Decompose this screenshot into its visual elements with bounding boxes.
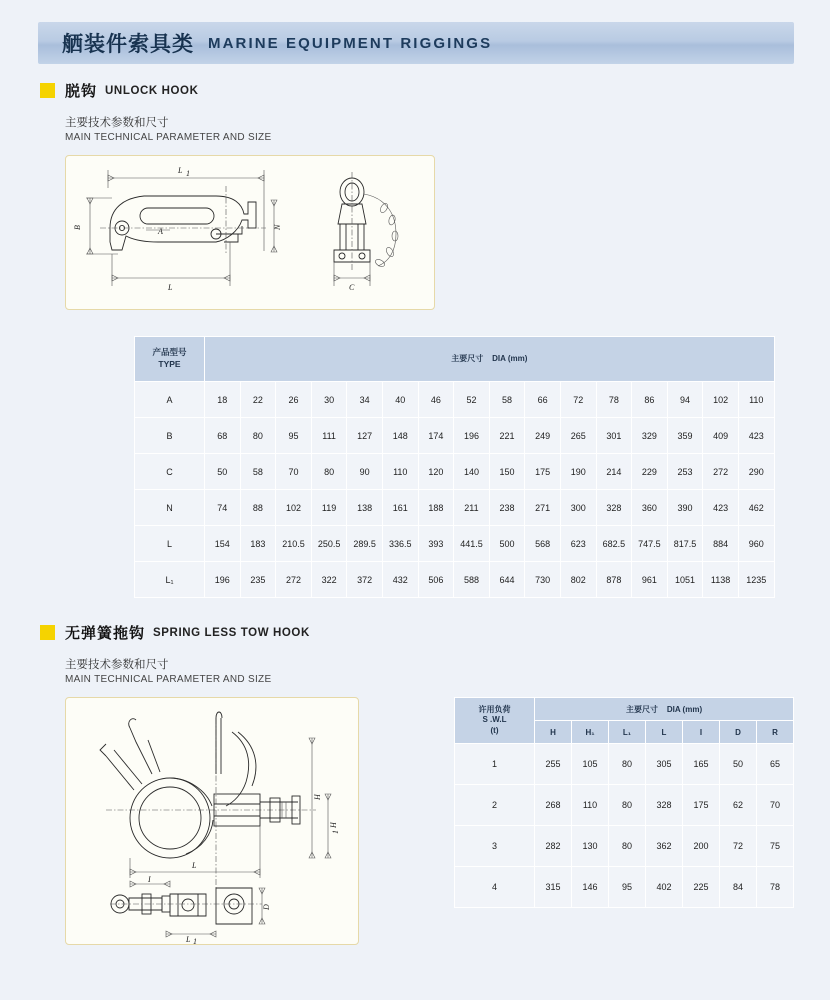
svg-text:L: L: [168, 283, 173, 293]
table2-cell: 80: [609, 785, 646, 826]
table2-header-swl-cn: 许用负荷: [478, 704, 511, 714]
table1-cell: 183: [240, 526, 276, 562]
page-content: [38, 22, 794, 980]
section1-params-en: MAIN TECHNICAL PARAMETER AND SIZE: [65, 131, 272, 143]
table1-cell: 500: [489, 526, 525, 562]
unlock-hook-diagram-icon: [66, 156, 434, 309]
table2-column-header: D: [720, 721, 757, 744]
table1-cell: 102: [276, 490, 312, 526]
table1-cell: 588: [454, 562, 490, 598]
table-row: [455, 826, 794, 867]
table1-cell: 174: [418, 418, 454, 454]
table2-cell: 328: [646, 785, 683, 826]
table2-cell: 70: [757, 785, 794, 826]
table1-row-label: A: [135, 382, 205, 418]
table1-cell: 506: [418, 562, 454, 598]
table2-cell: 80: [609, 826, 646, 867]
page-header-banner: [38, 22, 794, 64]
table-row: [455, 785, 794, 826]
table-row: [135, 337, 775, 382]
table1-cell: 66: [525, 382, 561, 418]
table1-cell: 249: [525, 418, 561, 454]
section2-body: [38, 697, 794, 957]
table2-head: [455, 698, 794, 744]
table1-cell: 265: [560, 418, 596, 454]
table1-cell: 80: [311, 454, 347, 490]
svg-text:H: H: [313, 794, 322, 801]
svg-text:1: 1: [193, 937, 197, 945]
table1-cell: 119: [311, 490, 347, 526]
section1-title-cn: 脱钩: [65, 82, 98, 100]
section-title-spring-less-tow-hook: [40, 622, 794, 643]
table1-cell: 30: [311, 382, 347, 418]
table1-cell: 46: [418, 382, 454, 418]
table2-cell: 282: [535, 826, 572, 867]
table2-swl-cell: 1: [455, 744, 535, 785]
table2-swl-cell: 3: [455, 826, 535, 867]
table1-cell: 175: [525, 454, 561, 490]
table2-cell: 268: [535, 785, 572, 826]
table1-cell: 271: [525, 490, 561, 526]
table-row: [135, 382, 775, 418]
table1-row-label: L: [135, 526, 205, 562]
table2-header-swl-en: S .W.L: [482, 715, 507, 725]
table-row: [455, 698, 794, 721]
table1-cell: 90: [347, 454, 383, 490]
table1-cell: 409: [703, 418, 739, 454]
table2-header-dim: [535, 698, 794, 721]
table1-cell: 120: [418, 454, 454, 490]
table1-cell: 568: [525, 526, 561, 562]
table1-cell: 961: [632, 562, 668, 598]
table1-cell: 390: [667, 490, 703, 526]
table2-column-header: H: [535, 721, 572, 744]
table1-cell: 214: [596, 454, 632, 490]
svg-text:N: N: [273, 224, 282, 231]
table1-cell: 26: [276, 382, 312, 418]
table2-cell: 402: [646, 867, 683, 908]
svg-text:A: A: [158, 227, 163, 237]
svg-text:L: L: [178, 166, 183, 176]
table1-cell: 94: [667, 382, 703, 418]
table2-cell: 65: [757, 744, 794, 785]
banner-title-cn: 舾装件索具类: [62, 32, 194, 56]
table1-cell: 111: [311, 418, 347, 454]
table1-header-dim-en: DIA (mm): [492, 353, 528, 363]
table2-cell: 175: [683, 785, 720, 826]
table1-cell: 86: [632, 382, 668, 418]
table1-cell: 300: [560, 490, 596, 526]
unlock-hook-drawing: [65, 155, 435, 310]
square-marker-icon: [40, 83, 55, 98]
section2-drawing-wrap: [38, 697, 359, 945]
table1-cell: 210.5: [276, 526, 312, 562]
table1-cell: 253: [667, 454, 703, 490]
table1-header-type-cn: 产品型号: [152, 347, 187, 358]
unlock-hook-table: [134, 336, 775, 598]
table1-cell: 22: [240, 382, 276, 418]
table1-body: [135, 382, 775, 598]
table2-cell: 255: [535, 744, 572, 785]
table1-cell: 644: [489, 562, 525, 598]
table2-cell: 130: [572, 826, 609, 867]
table1-cell: 34: [347, 382, 383, 418]
table1-cell: 161: [382, 490, 418, 526]
table-row: [135, 418, 775, 454]
table1-cell: 110: [738, 382, 774, 418]
section1-params-cn: 主要技术参数和尺寸: [65, 115, 169, 129]
table1-cell: 730: [525, 562, 561, 598]
table1-cell: 336.5: [382, 526, 418, 562]
tow-hook-table: [454, 697, 794, 908]
table2-swl-cell: 2: [455, 785, 535, 826]
table2-cell: 50: [720, 744, 757, 785]
svg-text:I: I: [148, 875, 151, 885]
table1-cell: 110: [382, 454, 418, 490]
table1-cell: 221: [489, 418, 525, 454]
table2-column-header: R: [757, 721, 794, 744]
table1-cell: 682.5: [596, 526, 632, 562]
table1-cell: 58: [240, 454, 276, 490]
table1-cell: 301: [596, 418, 632, 454]
svg-text:1: 1: [186, 169, 190, 179]
table2-column-header: H₁: [572, 721, 609, 744]
table1-row-label: B: [135, 418, 205, 454]
table1-cell: 102: [703, 382, 739, 418]
table1-cell: 68: [205, 418, 241, 454]
table1-cell: 138: [347, 490, 383, 526]
table1-row-label: C: [135, 454, 205, 490]
table2-cell: 305: [646, 744, 683, 785]
table1-cell: 52: [454, 382, 490, 418]
table1-cell: 960: [738, 526, 774, 562]
section1-params: [65, 114, 794, 145]
table1-cell: 88: [240, 490, 276, 526]
table1-cell: 150: [489, 454, 525, 490]
section1-title-en: UNLOCK HOOK: [105, 84, 199, 97]
table1-cell: 70: [276, 454, 312, 490]
tow-hook-drawing: [65, 697, 359, 945]
table-row: [455, 867, 794, 908]
section2-title-cn: 无弹簧拖钩: [65, 624, 146, 643]
table1-row-label: N: [135, 490, 205, 526]
table1-cell: 817.5: [667, 526, 703, 562]
table1-cell: 238: [489, 490, 525, 526]
table1-cell: 58: [489, 382, 525, 418]
table2-cell: 362: [646, 826, 683, 867]
table2-cell: 84: [720, 867, 757, 908]
table1-cell: 393: [418, 526, 454, 562]
table1-cell: 884: [703, 526, 739, 562]
table1-cell: 140: [454, 454, 490, 490]
table2-header-dim-en: DIA (mm): [666, 704, 703, 714]
svg-text:L: L: [192, 861, 197, 871]
section2-params-en: MAIN TECHNICAL PARAMETER AND SIZE: [65, 673, 272, 685]
table1-cell: 462: [738, 490, 774, 526]
table2-cell: 62: [720, 785, 757, 826]
table1-cell: 423: [703, 490, 739, 526]
table1-header-dim-cn: 主要尺寸: [451, 353, 484, 363]
svg-text:B: B: [73, 225, 82, 231]
table1-cell: 1138: [703, 562, 739, 598]
table2-cell: 315: [535, 867, 572, 908]
table1-cell: 372: [347, 562, 383, 598]
table1-cell: 1051: [667, 562, 703, 598]
table2-column-header: L₁: [609, 721, 646, 744]
table2-cell: 146: [572, 867, 609, 908]
table-row: [135, 454, 775, 490]
table2-column-header: I: [683, 721, 720, 744]
table1-cell: 196: [454, 418, 490, 454]
svg-text:H: H: [329, 822, 338, 829]
table1-cell: 127: [347, 418, 383, 454]
table2-cell: 78: [757, 867, 794, 908]
table2-cell: 110: [572, 785, 609, 826]
table1-cell: 80: [240, 418, 276, 454]
table1-cell: 72: [560, 382, 596, 418]
table1-cell: 95: [276, 418, 312, 454]
section-title-unlock-hook: [40, 80, 794, 101]
table1-row-label: L₁: [135, 562, 205, 598]
table1-cell: 878: [596, 562, 632, 598]
table1-cell: 211: [454, 490, 490, 526]
square-marker-icon: [40, 625, 55, 640]
section2-params: [65, 656, 794, 687]
table1-cell: 190: [560, 454, 596, 490]
table1-cell: 328: [596, 490, 632, 526]
table2-swl-cell: 4: [455, 867, 535, 908]
table2-header-dim-cn: 主要尺寸: [625, 704, 658, 714]
table-row: [455, 744, 794, 785]
svg-text:D: D: [262, 904, 271, 911]
table1-cell: 802: [560, 562, 596, 598]
table1-cell: 360: [632, 490, 668, 526]
svg-text:L: L: [186, 935, 191, 945]
table1-cell: 272: [276, 562, 312, 598]
banner-title-en: MARINE EQUIPMENT RIGGINGS: [208, 34, 493, 52]
table1-cell: 188: [418, 490, 454, 526]
table1-cell: 322: [311, 562, 347, 598]
table1-cell: 1235: [738, 562, 774, 598]
table2-header-swl: [455, 698, 535, 744]
table1-cell: 18: [205, 382, 241, 418]
table1-cell: 250.5: [311, 526, 347, 562]
table1-header-type: [135, 337, 205, 382]
table2-cell: 105: [572, 744, 609, 785]
table2-cell: 165: [683, 744, 720, 785]
table1-cell: 441.5: [454, 526, 490, 562]
table1-cell: 235: [240, 562, 276, 598]
table1-cell: 329: [632, 418, 668, 454]
table2-body: [455, 744, 794, 908]
table1-cell: 229: [632, 454, 668, 490]
table1-cell: 78: [596, 382, 632, 418]
table2-cell: 95: [609, 867, 646, 908]
table1-cell: 148: [382, 418, 418, 454]
table-row: [135, 526, 775, 562]
table1-cell: 40: [382, 382, 418, 418]
table1-cell: 154: [205, 526, 241, 562]
table2-cell: 200: [683, 826, 720, 867]
section2-params-cn: 主要技术参数和尺寸: [65, 657, 169, 672]
table1-cell: 50: [205, 454, 241, 490]
table1-cell: 196: [205, 562, 241, 598]
table1-cell: 623: [560, 526, 596, 562]
table2-cell: 80: [609, 744, 646, 785]
table1-cell: 290: [738, 454, 774, 490]
table1-header-dim: [205, 337, 775, 382]
section2-title-en: SPRING LESS TOW HOOK: [153, 626, 310, 639]
table1-cell: 74: [205, 490, 241, 526]
table1-cell: 432: [382, 562, 418, 598]
table1-header-type-en: TYPE: [158, 359, 181, 370]
tow-hook-diagram-icon: [66, 698, 358, 944]
table-row: [135, 562, 775, 598]
table1-cell: 747.5: [632, 526, 668, 562]
table1-cell: 359: [667, 418, 703, 454]
svg-text:1: 1: [331, 830, 340, 835]
table-row: [135, 490, 775, 526]
svg-text:C: C: [349, 283, 355, 293]
table2-header-swl-unit: (t): [490, 726, 499, 736]
table1-cell: 423: [738, 418, 774, 454]
table1-head: [135, 337, 775, 382]
table2-cell: 75: [757, 826, 794, 867]
table1-cell: 289.5: [347, 526, 383, 562]
table2-cell: 72: [720, 826, 757, 867]
table2-cell: 225: [683, 867, 720, 908]
table2-column-header: L: [646, 721, 683, 744]
table1-cell: 272: [703, 454, 739, 490]
